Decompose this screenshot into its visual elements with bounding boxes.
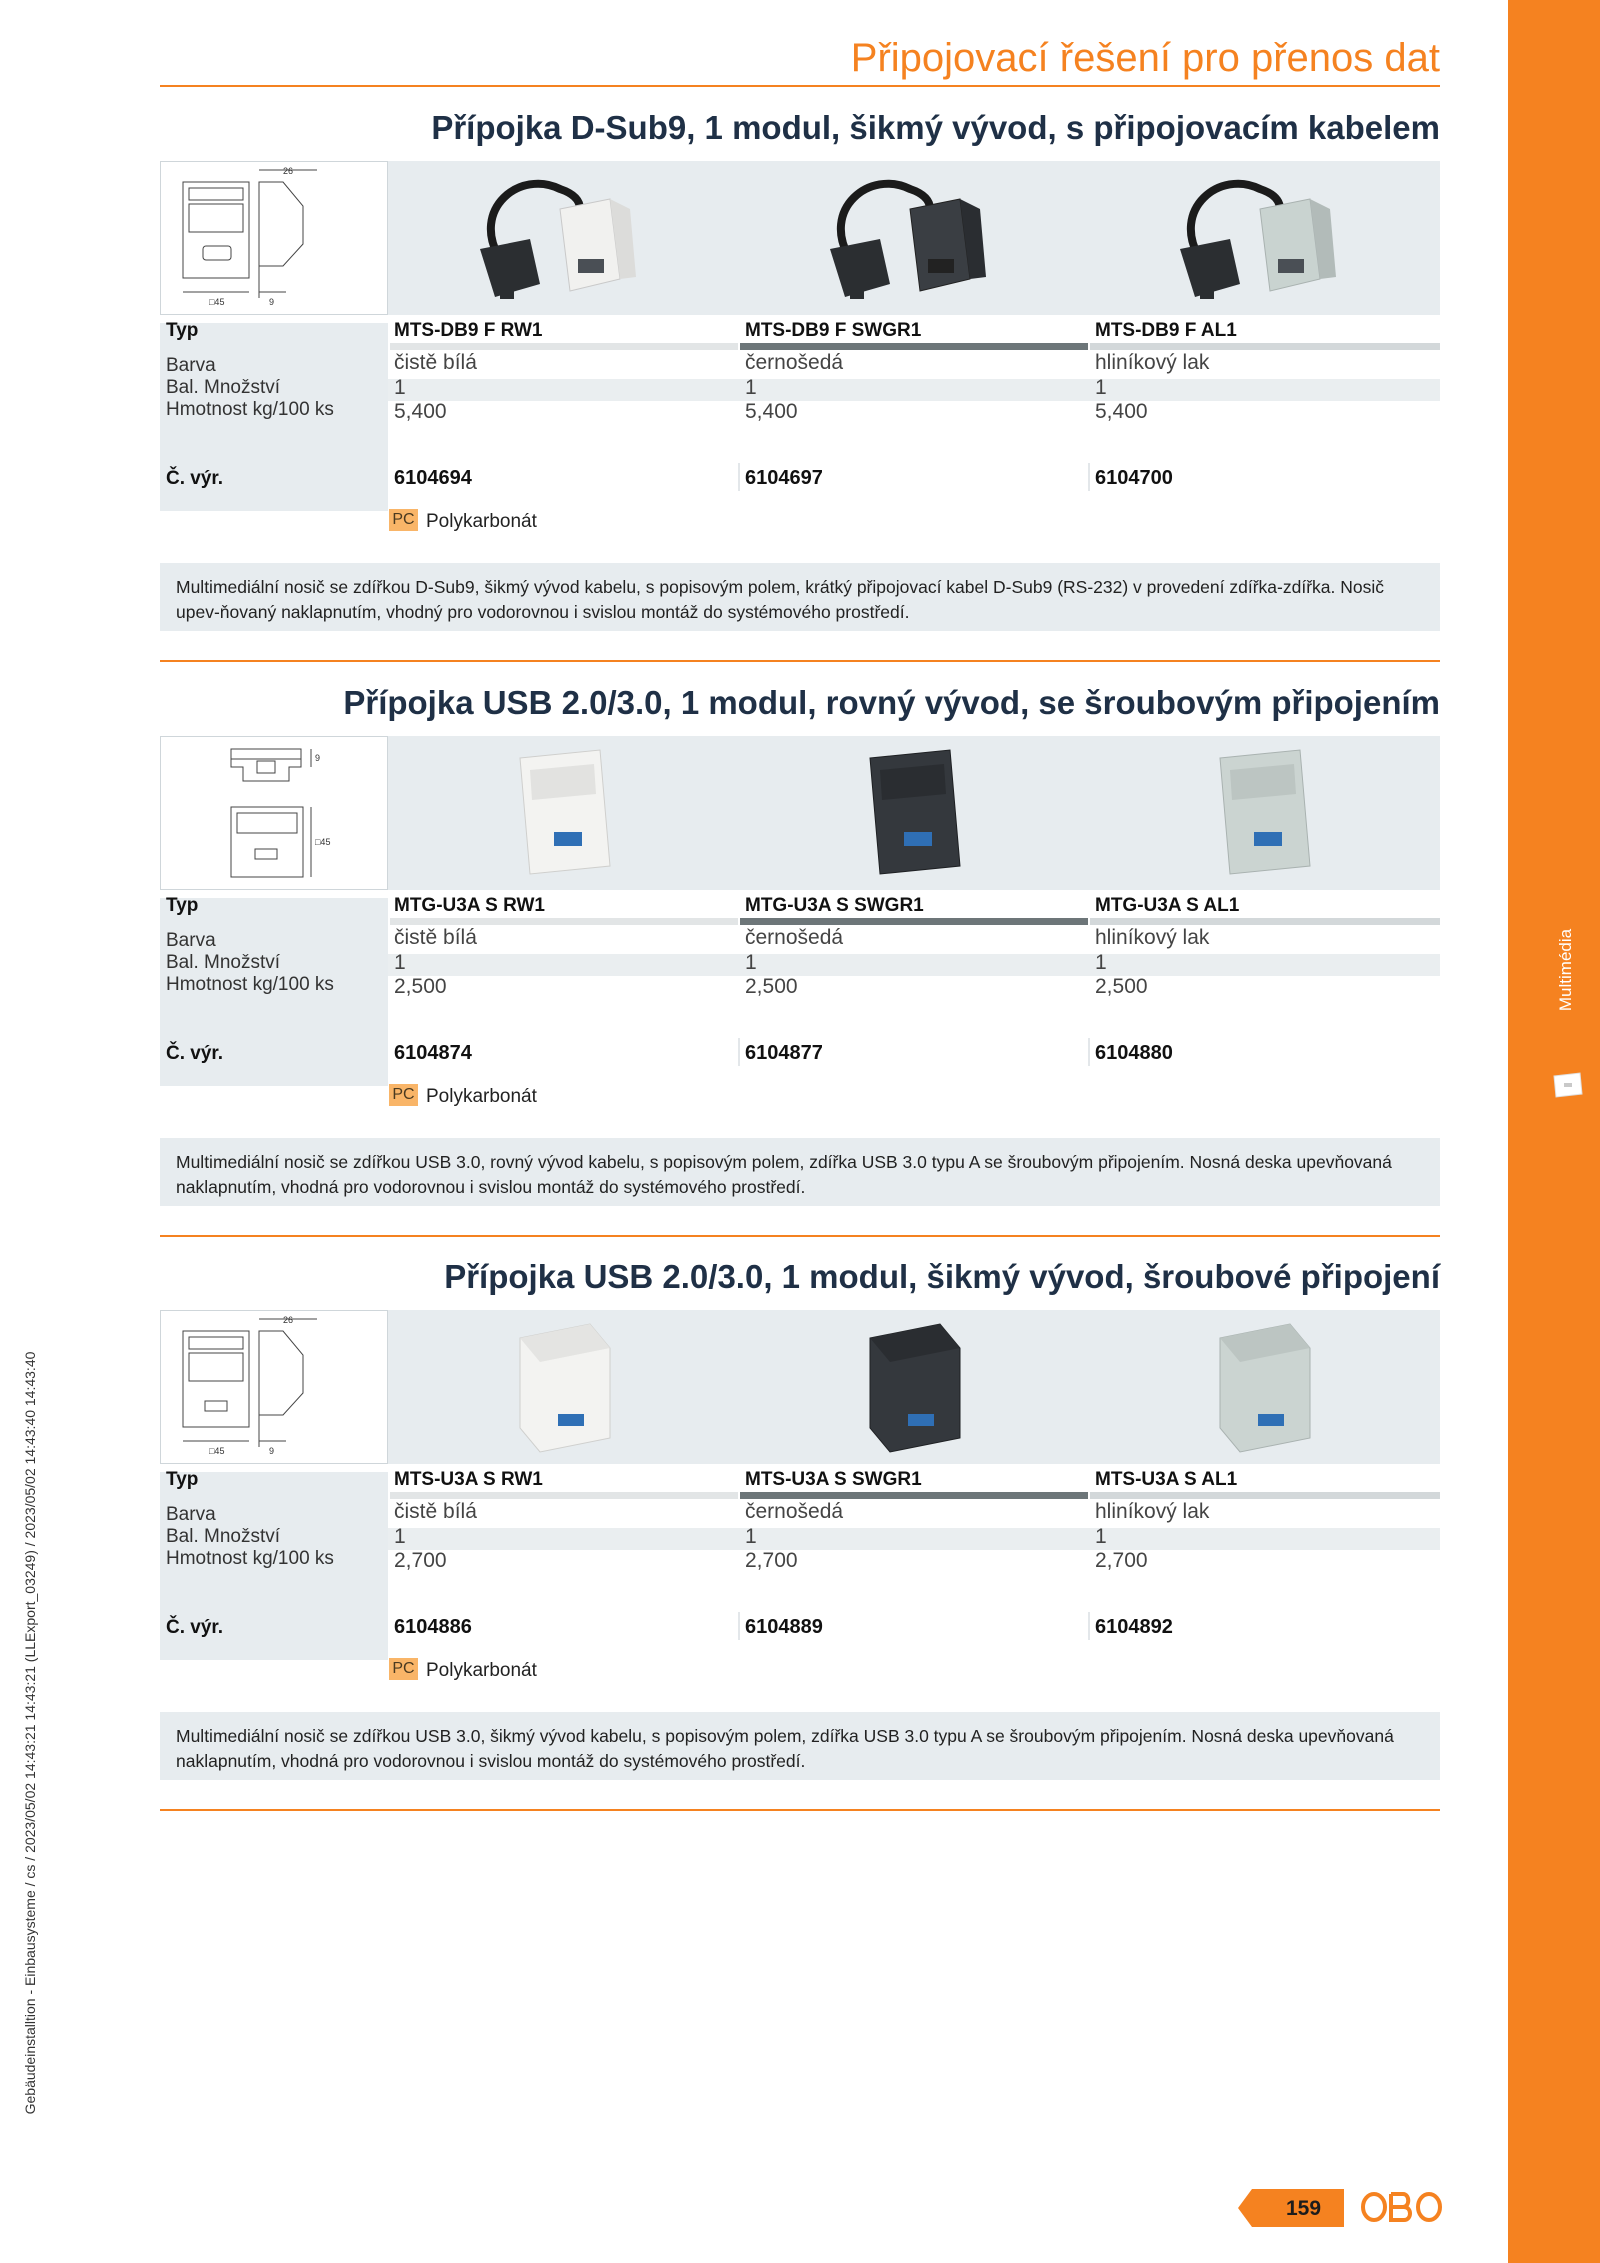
material-badge: PC [389,1084,418,1106]
page-number: 159 [1286,2197,1322,2220]
article-number: 6104880 [1095,1042,1173,1064]
technical-drawing [160,736,388,890]
product-type: MTS-U3A S RW1 [394,1469,543,1490]
product-image-usb-angled-black [810,1318,1010,1458]
product-weight: 5,400 [745,400,798,423]
product-qty: 1 [1095,376,1107,399]
product-color: černošedá [745,926,844,949]
svg-text:□45: □45 [315,837,331,847]
description: Multimediální nosič se zdířkou D-Sub9, šikmý vývod kabelu, s popisovým polem, krátký připojovací kabel D-Sub9 (RS-232) v provedení zdířka-zdířka. Nosič upev-ňovaný naklapnutím, vhodný pro vodorovnou i svislou montáž do systémového prostředí. [160,563,1440,631]
product-qty: 1 [394,951,406,974]
section-rule [160,1235,1440,1237]
label-bal: Bal. Množství [166,377,281,398]
product-qty: 1 [1095,1525,1107,1548]
product-image-usb-straight-black [810,744,1010,884]
label-barva: Barva [166,930,216,951]
svg-text:□45: □45 [209,1446,225,1456]
article-number: 6104697 [745,467,823,489]
label-barva: Barva [166,1504,216,1525]
svg-text:9: 9 [269,297,275,307]
description: Multimediální nosič se zdířkou USB 3.0, rovný vývod kabelu, s popisovým polem, zdířka USB 3.0 typu A se šroubovým připojením. Nosná deska upevňovaná naklapnutím, vhodná pro vodorovnou i svislou montáž do systémového prostředí. [160,1138,1440,1206]
material-text: Polykarbonát [426,1086,537,1107]
divider [738,1612,740,1640]
technical-drawing [160,1310,388,1464]
product-color: černošedá [745,1500,844,1523]
side-label: Multimédia [1556,928,1575,1012]
title-rule [160,85,1440,87]
description: Multimediální nosič se zdířkou USB 3.0, šikmý vývod kabelu, s popisovým polem, zdířka USB 3.0 typu A se šroubovým připojením. Nosná deska upevňovaná naklapnutím, vhodná pro vodorovnou i svislou montáž do systémového prostředí. [160,1712,1440,1780]
article-number: 6104886 [394,1616,472,1638]
label-typ: Typ [166,895,199,916]
divider [738,1038,740,1066]
divider [738,463,740,491]
product-weight: 5,400 [394,400,447,423]
svg-text:9: 9 [269,1446,275,1456]
product-weight: 2,500 [1095,975,1148,998]
svg-text:□45: □45 [209,297,225,307]
label-bal: Bal. Množství [166,1526,281,1547]
product-color: hliníkový lak [1095,926,1210,949]
product-weight: 2,700 [394,1549,447,1572]
article-number: 6104889 [745,1616,823,1638]
row-stripe [388,379,1440,401]
product-qty: 1 [745,951,757,974]
product-type: MTG-U3A S RW1 [394,895,545,916]
obo-logo-icon [1360,2187,1444,2227]
svg-text:9: 9 [315,753,321,763]
product-type: MTS-U3A S SWGR1 [745,1469,922,1490]
material-text: Polykarbonát [426,511,537,532]
product-qty: 1 [745,376,757,399]
color-bar-black [740,918,1088,925]
product-image-dsub9-aluminium [1160,169,1360,309]
product-image-dsub9-black [810,169,1010,309]
product-type: MTS-U3A S AL1 [1095,1469,1238,1490]
product-image-usb-angled-white [460,1318,660,1458]
product-type: MTG-U3A S AL1 [1095,895,1240,916]
product-type: MTS-DB9 F AL1 [1095,320,1237,341]
divider [1088,1038,1090,1066]
multimedia-socket-icon [1550,1070,1586,1100]
row-stripe [388,1528,1440,1550]
product-weight: 5,400 [1095,400,1148,423]
label-cvyr: Č. výr. [166,1617,224,1638]
label-cvyr: Č. výr. [166,1043,224,1064]
material-badge: PC [389,1658,418,1680]
article-number: 6104877 [745,1042,823,1064]
product-type: MTS-DB9 F RW1 [394,320,543,341]
product-image-dsub9-white [460,169,660,309]
article-number: 6104700 [1095,467,1173,489]
svg-text:26: 26 [283,1315,294,1325]
label-bal: Bal. Množství [166,952,281,973]
product-qty: 1 [394,376,406,399]
section-rule [160,660,1440,662]
label-typ: Typ [166,1469,199,1490]
divider [1088,463,1090,491]
material-text: Polykarbonát [426,1660,537,1681]
product-image-usb-straight-aluminium [1160,744,1360,884]
label-typ: Typ [166,320,199,341]
section-rule [160,1809,1440,1811]
color-bar-black [740,343,1088,350]
product-weight: 2,700 [745,1549,798,1572]
page-number-tab [1238,2189,1344,2227]
color-bar-aluminium [1090,343,1440,350]
material-badge: PC [389,509,418,531]
label-hmotnost: Hmotnost kg/100 ks [166,399,334,420]
product-weight: 2,500 [394,975,447,998]
vertical-footer: Gebäudeinstalltion - Einbausysteme / cs / 2023/05/02 14:43:21 14:43:21 (LLExport_03249) / 2023/05/02 14:43:40 14:43:40 [22,1351,38,2115]
color-bar-white [390,918,738,925]
label-hmotnost: Hmotnost kg/100 ks [166,1548,334,1569]
color-bar-white [390,1492,738,1499]
product-color: čistě bílá [394,351,477,374]
product-color: čistě bílá [394,926,477,949]
label-cvyr: Č. výr. [166,468,224,489]
label-barva: Barva [166,355,216,376]
product-type: MTG-U3A S SWGR1 [745,895,924,916]
color-bar-white [390,343,738,350]
color-bar-black [740,1492,1088,1499]
side-bar [1508,0,1600,2263]
svg-text:26: 26 [283,166,294,176]
article-number: 6104874 [394,1042,472,1064]
product-color: černošedá [745,351,844,374]
article-number: 6104892 [1095,1616,1173,1638]
product-qty: 1 [745,1525,757,1548]
section-title: Přípojka USB 2.0/3.0, 1 modul, šikmý vývod, šroubové připojení [444,1258,1440,1295]
color-bar-aluminium [1090,918,1440,925]
product-color: čistě bílá [394,1500,477,1523]
product-color: hliníkový lak [1095,1500,1210,1523]
technical-drawing [160,161,388,315]
article-number: 6104694 [394,467,472,489]
product-weight: 2,700 [1095,1549,1148,1572]
section-title: Přípojka D-Sub9, 1 modul, šikmý vývod, s připojovacím kabelem [431,109,1440,146]
product-color: hliníkový lak [1095,351,1210,374]
page-title: Připojovací řešení pro přenos dat [850,36,1440,80]
product-image-usb-straight-white [460,744,660,884]
product-qty: 1 [1095,951,1107,974]
label-hmotnost: Hmotnost kg/100 ks [166,974,334,995]
color-bar-aluminium [1090,1492,1440,1499]
section-title: Přípojka USB 2.0/3.0, 1 modul, rovný vývod, se šroubovým připojením [343,684,1440,721]
row-stripe [388,954,1440,976]
product-type: MTS-DB9 F SWGR1 [745,320,922,341]
divider [1088,1612,1090,1640]
product-weight: 2,500 [745,975,798,998]
product-image-usb-angled-aluminium [1160,1318,1360,1458]
product-qty: 1 [394,1525,406,1548]
